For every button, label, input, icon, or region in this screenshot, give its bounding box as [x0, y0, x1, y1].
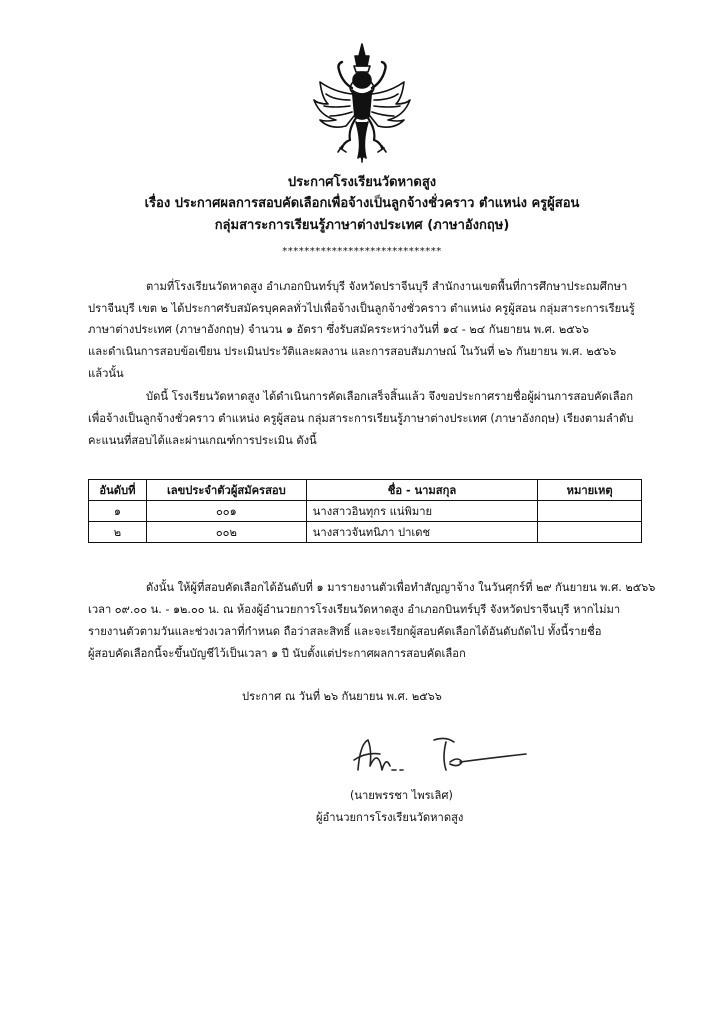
paragraph2-line: เพื่อจ้างเป็นลูกจ้างชั่วคราว ตำแหน่ง ครูผู้สอน กลุ่มสาระการเรียนรู้ภาษาต่างประเทศ (ภาษาอังกฤษ) เรียงตามลำดับ: [88, 412, 634, 425]
paragraph1-line: ภาษาต่างประเทศ (ภาษาอังกฤษ) จำนวน ๑ อัตรา ซึ่งรับสมัครระหว่างวันที่ ๑๔ - ๒๔ กันยายน พ.ศ. ๒๕๖๖: [88, 323, 589, 336]
column-header-note: หมายเหตุ: [538, 480, 642, 501]
document-subject-line2: กลุ่มสาระการเรียนรู้ภาษาต่างประเทศ (ภาษาอังกฤษ): [214, 218, 510, 233]
paragraph2-line: บัดนี้ โรงเรียนวัดหาดสูง ได้ดำเนินการคัดเลือกเสร็จสิ้นแล้ว จึงขอประกาศรายชื่อผู้ผ่านการสอบคัดเลือก: [146, 390, 634, 403]
paragraph2-line: คะแนนที่สอบได้และผ่านเกณฑ์การประเมิน ดังนี้: [88, 434, 317, 447]
paragraph3-line: เวลา ๐๙.๐๐ น. - ๑๒.๐๐ น. ณ ห้องผู้อำนวยการโรงเรียนวัดหาดสูง อำเภอกบินทร์บุรี จังหวัดปราจีนบุรี หากไม่มา: [88, 603, 621, 616]
applicant-id-cell: ๐๐๒: [146, 522, 306, 543]
document-title: ประกาศโรงเรียนวัดหาดสูง: [287, 175, 437, 190]
paragraph3-line: ผู้สอบคัดเลือกนี้จะขึ้นบัญชีไว้เป็นเวลา ๑ ปี นับตั้งแต่ประกาศผลการสอบคัดเลือก: [88, 647, 466, 660]
header-separator: *****************************: [282, 246, 442, 257]
rank-cell: ๑: [89, 501, 147, 522]
applicant-name-cell: นางสาวอินทุกร แน่พิมาย: [306, 501, 537, 522]
table-header-row: [89, 480, 642, 501]
signature-image: [350, 730, 530, 782]
results-table: [88, 479, 642, 543]
paragraph3-line: รายงานตัวตามวันและช่วงเวลาที่กำหนด ถือว่าสละสิทธิ์ และจะเรียกผู้สอบคัดเลือกได้อันดับถัดไป ทั้งนี้รายชื่อ: [88, 625, 602, 638]
paragraph1-line: และดำเนินการสอบข้อเขียน ประเมินประวัติและผลงาน และการสอบสัมภาษณ์ ในวันที่ ๒๖ กันยายน พ.ศ. ๒๕๖๖: [88, 345, 617, 358]
paragraph1-line: ตามที่โรงเรียนวัดหาดสูง อำเภอกบินทร์บุรี จังหวัดปราจีนบุรี สำนักงานเขตพื้นที่การศึกษาประถมศึกษา: [146, 280, 628, 293]
paragraph3-line: ดังนั้น ให้ผู้ที่สอบคัดเลือกได้อันดับที่ ๑ มารายงานตัวเพื่อทำสัญญาจ้าง ในวันศุกร์ที่ ๒๙ กันยายน พ.ศ. ๒๕๖๖: [146, 581, 656, 594]
column-header-id: เลขประจำตัวผู้สมัครสอบ: [146, 480, 306, 501]
signer-position: ผู้อำนวยการโรงเรียนวัดหาดสูง: [316, 811, 464, 824]
garuda-emblem-icon: [312, 42, 412, 164]
column-header-rank: อันดับที่: [89, 480, 147, 501]
announcement-date: ประกาศ ณ วันที่ ๒๖ กันยายน พ.ศ. ๒๕๖๖: [242, 690, 442, 703]
column-header-name: ชื่อ - นามสกุล: [306, 480, 537, 501]
note-cell: [538, 522, 642, 543]
table-row: [89, 522, 642, 543]
note-cell: [538, 501, 642, 522]
paragraph1-line: แล้วนั้น: [88, 367, 124, 380]
table-row: [89, 501, 642, 522]
rank-cell: ๒: [89, 522, 147, 543]
applicant-id-cell: ๐๐๑: [146, 501, 306, 522]
signer-name: (นายพรรชา ไพรเลิศ): [350, 789, 453, 802]
applicant-name-cell: นางสาวจันทนิภา ปาเดช: [306, 522, 537, 543]
document-subject: เรื่อง ประกาศผลการสอบคัดเลือกเพื่อจ้างเป็นลูกจ้างชั่วคราว ตำแหน่ง ครูผู้สอน: [144, 196, 580, 211]
paragraph1-line: ปราจีนบุรี เขต ๒ ได้ประกาศรับสมัครบุคคลทั่วไปเพื่อจ้างเป็นลูกจ้างชั่วคราว ตำแหน่ง ครูผู้สอน กลุ่มสาระการเรียนรู้: [88, 302, 635, 315]
